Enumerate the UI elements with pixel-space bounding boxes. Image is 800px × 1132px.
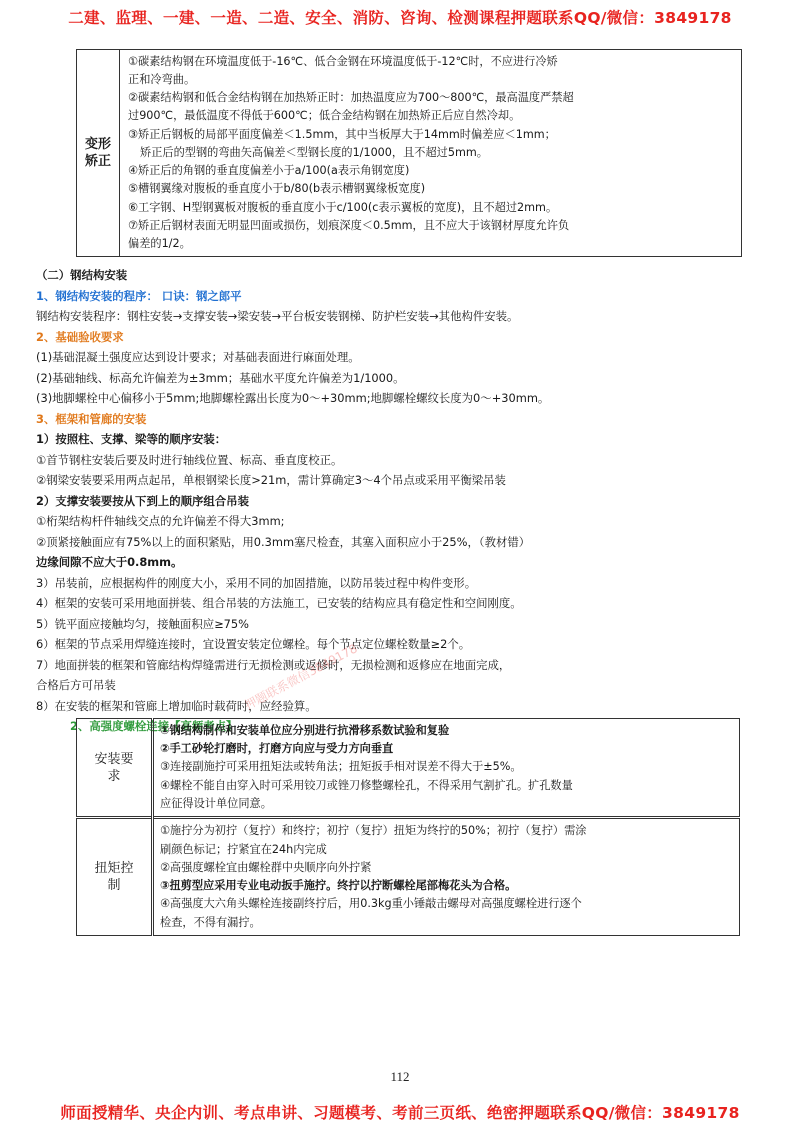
table-line: 检查，不得有漏拧。 [160, 915, 261, 929]
body-line: (3)地脚螺栓中心偏移小于5mm;地脚螺栓露出长度为0～+30mm;地脚螺栓螺纹长度为0～+30mm。 [36, 391, 550, 405]
body-line: 8）在安装的框架和管廊上增加临时载荷时，应经验算。 [36, 698, 317, 713]
table-line: 刷颜色标记；拧紧宜在24h内完成 [160, 842, 327, 856]
body-line: 1）按照柱、支撑、梁等的顺序安装： [36, 432, 227, 446]
table-line: 偏差的1/2。 [128, 236, 191, 250]
table-line: ①施拧分为初拧（复拧）和终拧；初拧（复拧）扭矩为终拧的50%；初拧（复拧）需涂 [160, 824, 587, 838]
body-line: ①首节钢柱安装后要及时进行轴线位置、标高、垂直度校正。 [36, 452, 343, 467]
table-line: ⑥工字钢、H型钢翼板对腹板的垂直度小于c/100(c表示翼板的宽度)，且不超过2mm。 [128, 200, 558, 214]
table-line: 矫正后的型钢的弯曲矢高偏差＜型钢长度的1/1000，且不超过5mm。 [140, 145, 488, 159]
body-line: 6）框架的节点采用焊缝连接时，宜设置安装定位螺栓。每个节点定位螺栓数量≥2个。 [36, 637, 471, 651]
body-line: ②顶紧接触面应有75%以上的面积紧贴，用0.3mm塞尺检查，其塞入面积应小于25%，（教材错） [36, 534, 531, 549]
body-line: 5）铣平面应接触均匀，接触面积应≥75% [36, 616, 249, 631]
subsection-heading: 2、高强度螺栓连接【高频考点】 [70, 719, 238, 733]
body-line: ②钢梁安装要采用两点起吊，单根钢梁长度>21m，需计算确定3～4个吊点或采用平衡梁吊装 [36, 473, 506, 487]
table-line: ④螺栓不能自由穿入时可采用铰刀或锉刀修整螺栓孔，不得采用气割扩孔。扩孔数量 [160, 778, 573, 792]
section-heading: （二）钢结构安装 [36, 268, 128, 282]
page-number: 112 [390, 1069, 410, 1084]
body-line: (2)基础轴线、标高允许偏差为±3mm；基础水平度允许偏差为1/1000。 [36, 370, 405, 385]
body-line: 7）地面拼装的框架和管廊结构焊缝需进行无损检测或返修时，无损检测和返修应在地面完成， [36, 657, 511, 672]
table-label: 安装要 求 [77, 719, 153, 818]
table-line: ②高强度螺栓宜由螺栓群中央顺序向外拧紧 [160, 860, 372, 874]
table-line: ①钢结构制作和安装单位应分别进行抗滑移系数试验和复验 [160, 724, 450, 738]
table-content [153, 719, 740, 818]
body-line: 边缘间隙不应大于0.8mm。 [36, 555, 183, 569]
table-line: 正和冷弯曲。 [128, 73, 196, 87]
table-content [153, 818, 740, 936]
table-line: ⑤槽钢翼缘对腹板的垂直度小于b/80(b表示槽钢翼缘板宽度) [128, 182, 426, 196]
body-line: (1)基础混凝土强度应达到设计要求；对基础表面进行麻面处理。 [36, 350, 360, 364]
table-content [120, 50, 742, 257]
table-line: 应征得设计单位同意。 [160, 796, 272, 810]
watermark: 押题联系微信3849178 [242, 641, 360, 713]
top-banner: 二建、监理、一建、一造、二造、安全、消防、咨询、检测课程押题联系QQ/微信：3849178 [68, 9, 732, 27]
body-line: ①桁架结构杆件轴线交点的允许偏差不得大3mm; [36, 514, 285, 528]
table-line: ④高强度大六角头螺栓连接副终拧后，用0.3kg重小锤敲击螺母对高强度螺栓进行逐个 [160, 897, 582, 911]
steel-structure-installation-section [36, 265, 784, 737]
body-line: 3）吊装前，应根据构件的刚度大小，采用不同的加固措施，以防吊装过程中构件变形。 [36, 575, 477, 590]
table-line: ①碳素结构钢在环境温度低于-16℃、低合金钢在环境温度低于-12℃时，不应进行冷矫 [128, 54, 558, 68]
table-line: ③连接副施拧可采用扭矩法或转角法；扭矩扳手相对误差不得大于±5%。 [160, 760, 522, 774]
body-line: 合格后方可吊装 [36, 678, 116, 692]
body-line: 3、框架和管廊的安装 [36, 411, 147, 426]
high-strength-bolt-table [76, 718, 740, 936]
body-line: 4）框架的安装可采用地面拼装、组合吊装的方法施工，已安装的结构应具有稳定性和空间刚度。 [36, 596, 522, 610]
table-line: ③扭剪型应采用专业电动扳手施拧。终拧以拧断螺栓尾部梅花头为合格。 [160, 879, 517, 893]
body-line: 2、基础验收要求 [36, 329, 124, 344]
table-line: 过900℃，最低温度不得低于600℃；低合金结构钢在加热矫正后应自然冷却。 [128, 109, 521, 123]
bottom-banner: 师面授精华、央企内训、考点串讲、习题模考、考前三页纸、绝密押题联系QQ/微信：3849178 [60, 1104, 740, 1122]
table-label: 扭矩控 制 [77, 818, 153, 936]
table-line: ⑦矫正后钢材表面无明显凹面或损伤，划痕深度＜0.5mm，且不应大于该钢材厚度允许负 [128, 218, 570, 232]
body-line: 钢结构安装程序：钢柱安装→支撑安装→梁安装→平台板安装钢梯、防护栏安装→其他构件安装。 [36, 309, 519, 323]
table-line: ②手工砂轮打磨时，打磨方向应与受力方向垂直 [160, 742, 394, 756]
body-line: 2）支撑安装要按从下到上的顺序组合吊装 [36, 493, 249, 508]
body-line: 1、钢结构安装的程序： 口诀：钢之郎平 [36, 288, 242, 303]
table-line: ②碳素结构钢和低合金结构钢在加热矫正时：加热温度应为700～800℃，最高温度严禁超 [128, 91, 574, 105]
deformation-correction-table [76, 49, 742, 257]
table-label: 变形 矫正 [77, 50, 120, 257]
table-line: ③矫正后钢板的局部平面度偏差＜1.5mm，其中当板厚大于14mm时偏差应＜1mm； [128, 127, 556, 141]
table-line: ④矫正后的角钢的垂直度偏差小于a/100(a表示角钢宽度) [128, 164, 410, 178]
